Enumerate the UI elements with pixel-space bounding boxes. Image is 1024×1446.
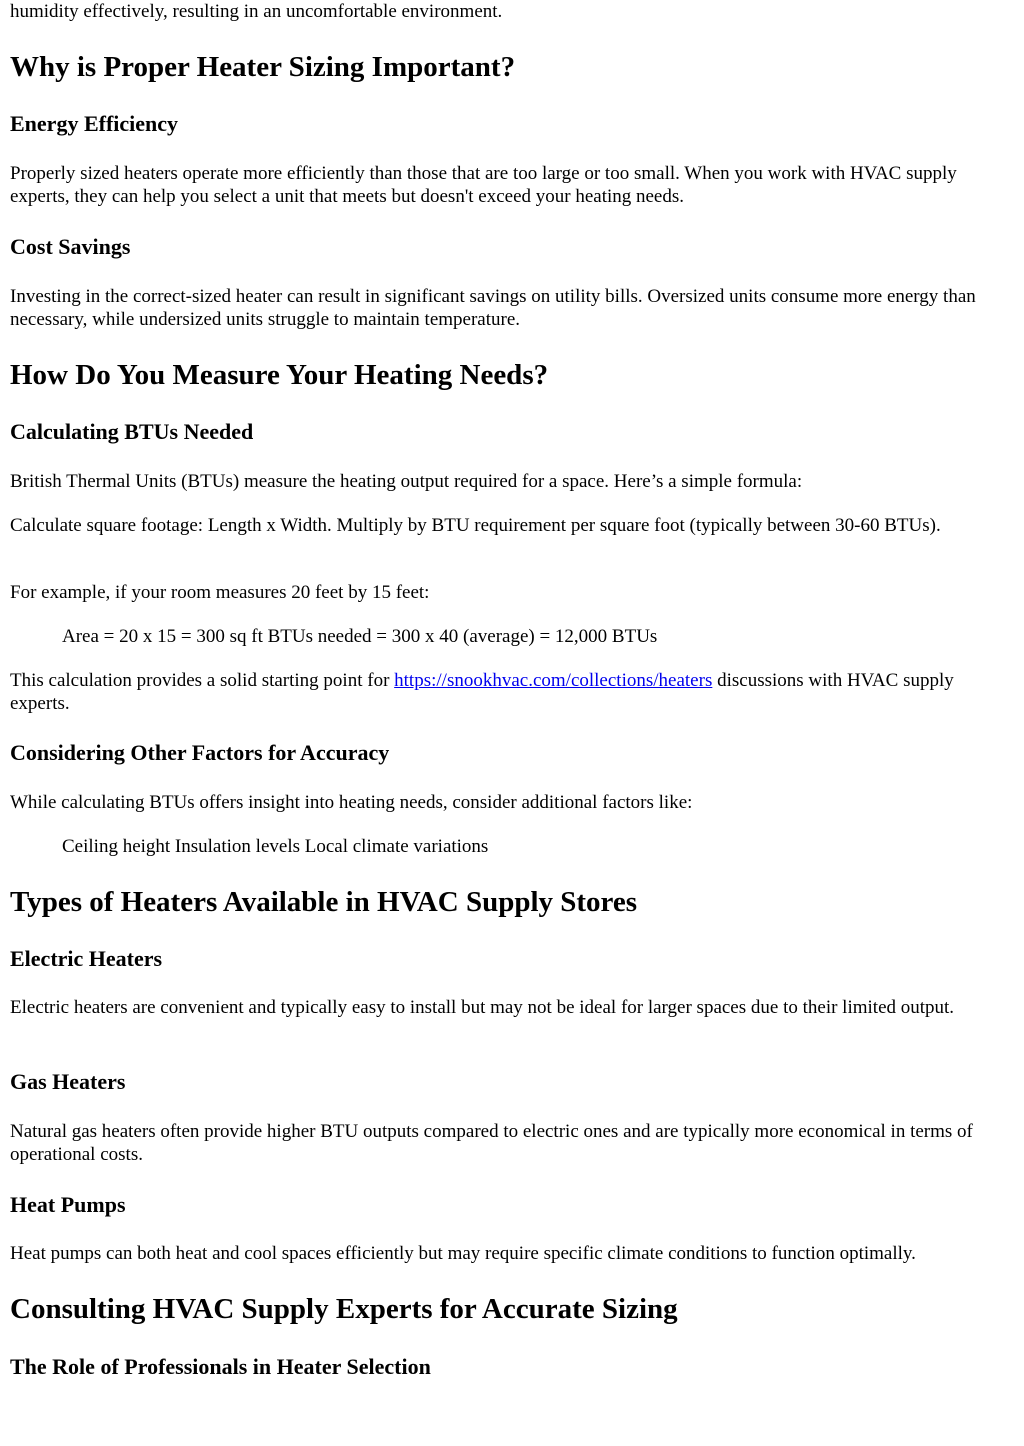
paragraph-gas-heaters: Natural gas heaters often provide higher BTU outputs compared to electric ones and are typically more economical in terms of operational costs. <box>10 1121 973 1165</box>
paragraph-btu-definition: British Thermal Units (BTUs) measure the heating output required for a space. Here’s a simple formula: <box>10 471 803 492</box>
paragraph-btu-formula: Calculate square footage: Length x Width. Multiply by BTU requirement per square foot (typically between 30-60 BTUs). <box>10 515 941 536</box>
subheading-other-factors: Considering Other Factors for Accuracy <box>10 740 390 765</box>
example-calculation: Area = 20 x 15 = 300 sq ft BTUs needed = 300 x 40 (average) = 12,000 BTUs <box>62 626 658 647</box>
section-heading-sizing-importance: Why is Proper Heater Sizing Important? <box>10 51 516 83</box>
subheading-energy-efficiency: Energy Efficiency <box>10 111 179 136</box>
subheading-electric-heaters: Electric Heaters <box>10 946 163 971</box>
section-heading-measure-needs: How Do You Measure Your Heating Needs? <box>10 359 549 391</box>
factors-list: Ceiling height Insulation levels Local climate variations <box>62 836 489 857</box>
section-heading-heater-types: Types of Heaters Available in HVAC Supply Stores <box>10 886 638 918</box>
paragraph-calculation-note <box>10 669 1010 715</box>
paragraph-other-factors: While calculating BTUs offers insight into heating needs, consider additional factors like: <box>10 792 693 813</box>
paragraph-electric-heaters: Electric heaters are convenient and typically easy to install but may not be ideal for larger spaces due to their limited output. <box>10 997 955 1018</box>
paragraph-cost-savings: Investing in the correct-sized heater can result in significant savings on utility bills. Oversized units consume more energy than necessary, while undersized units struggle to maintain temperature. <box>10 286 976 330</box>
section-heading-consulting-experts: Consulting HVAC Supply Experts for Accurate Sizing <box>10 1293 678 1325</box>
subheading-gas-heaters: Gas Heaters <box>10 1069 126 1094</box>
subheading-professionals-role: The Role of Professionals in Heater Selection <box>10 1354 431 1379</box>
calculation-note-text-before: This calculation provides a solid starting point for <box>10 670 395 691</box>
subheading-calculating-btus: Calculating BTUs Needed <box>10 419 254 444</box>
subheading-heat-pumps: Heat Pumps <box>10 1192 126 1217</box>
paragraph-heat-pumps: Heat pumps can both heat and cool spaces efficiently but may require specific climate conditions to function optimally. <box>10 1243 916 1264</box>
heaters-collection-link[interactable]: https://snookhvac.com/collections/heaters <box>394 670 713 691</box>
subheading-cost-savings: Cost Savings <box>10 234 131 259</box>
paragraph-example-intro: For example, if your room measures 20 feet by 15 feet: <box>10 582 430 603</box>
intro-tail-paragraph: humidity effectively, resulting in an uncomfortable environment. <box>10 1 503 22</box>
paragraph-energy-efficiency: Properly sized heaters operate more efficiently than those that are too large or too small. When you work with HVAC supply experts, they can help you select a unit that meets but doesn't exceed your heating needs. <box>10 163 957 207</box>
calculation-note-text-after: discussions with HVAC supply experts. <box>10 670 954 714</box>
